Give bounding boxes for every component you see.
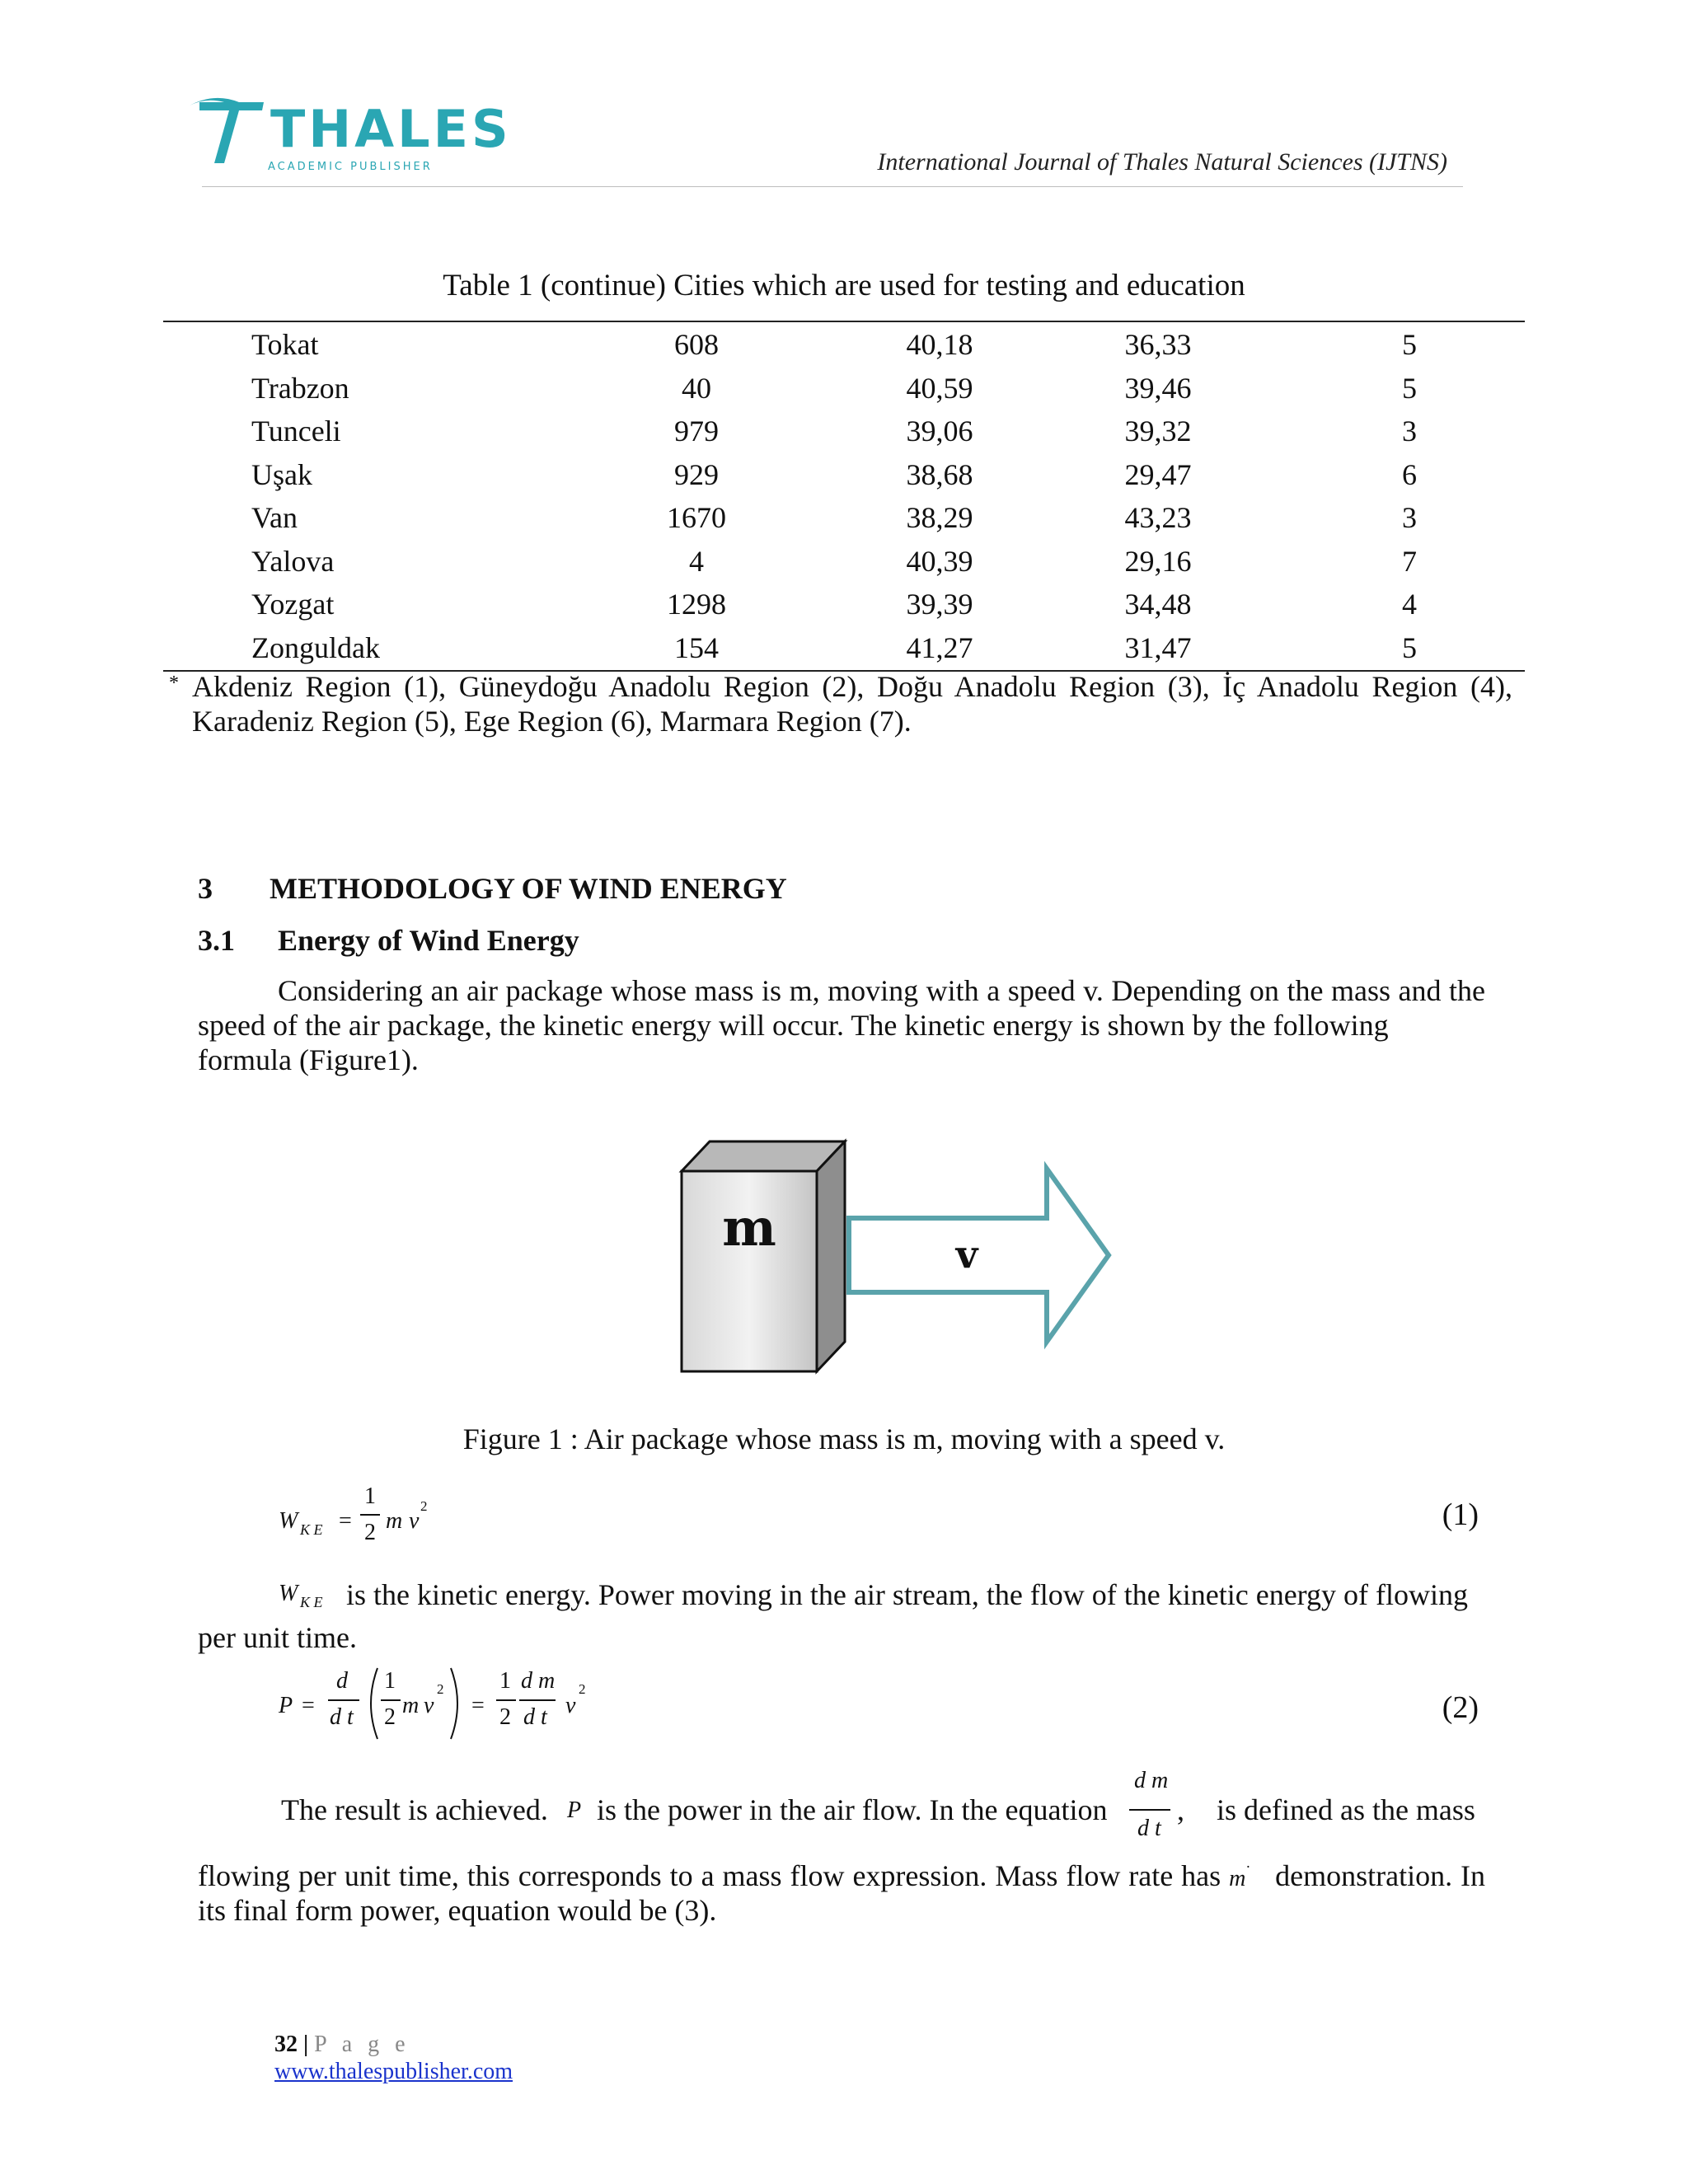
eq-symbol: W <box>279 1508 298 1534</box>
paragraph-text: The result is achieved. <box>281 1793 548 1826</box>
table-cell: 1298 <box>667 588 726 621</box>
table-cell: 4 <box>689 544 704 578</box>
table-cell: 3 <box>1402 415 1417 448</box>
eq-two: 2 <box>499 1704 511 1730</box>
eq-exponent: 2 <box>579 1681 586 1697</box>
eq-equals: = <box>302 1693 315 1718</box>
table-cell: 39,46 <box>1124 371 1192 405</box>
table-row <box>0 367 1688 410</box>
page-number-value: 32 <box>274 2032 298 2057</box>
eq-velocity: v <box>409 1508 420 1534</box>
eq-power: P <box>279 1693 293 1718</box>
table-cell: 41,27 <box>906 630 973 664</box>
table-cell: 38,29 <box>906 501 973 534</box>
paragraph-text: is defined as the mass <box>1217 1793 1475 1826</box>
table-cell: Tokat <box>251 328 319 361</box>
table-cell: Yalova <box>251 544 335 578</box>
eq-one: 1 <box>384 1668 396 1694</box>
page-number <box>274 2032 410 2058</box>
table-cell: 4 <box>1402 588 1417 621</box>
inline-dm: d m <box>1134 1768 1169 1793</box>
mass-flow-symbol <box>1229 1854 1267 1893</box>
table-cell: 29,16 <box>1124 544 1192 578</box>
paragraph-text: is the kinetic energy. Power moving in the air stream, the flow of the kinetic energy of flowing <box>346 1578 1468 1611</box>
table-cell: 39,32 <box>1124 415 1192 448</box>
eq-dm: d m <box>521 1668 556 1694</box>
table-row <box>0 453 1688 497</box>
eq-exponent: 2 <box>437 1681 444 1697</box>
eq-velocity: v <box>565 1693 576 1718</box>
eq-two: 2 <box>384 1704 396 1730</box>
table-cell: 43,23 <box>1124 501 1192 534</box>
table-row <box>0 626 1688 670</box>
eq-equals: = <box>339 1508 352 1534</box>
cities-table <box>0 323 1688 669</box>
eq-mass: m <box>386 1508 403 1534</box>
page-word: P a g e <box>314 2032 410 2057</box>
table-cell: 979 <box>674 415 719 448</box>
section-title: METHODOLOGY OF WIND ENERGY <box>270 872 787 905</box>
subsection-number: 3.1 <box>198 924 235 957</box>
eq-numerator: 1 <box>364 1483 376 1509</box>
table-row <box>0 323 1688 367</box>
equation-2 <box>279 1665 625 1747</box>
box-side <box>817 1141 845 1371</box>
inline-symbol: W <box>279 1581 298 1606</box>
table-cell: Yozgat <box>251 588 335 621</box>
thales-logo <box>181 91 512 181</box>
paragraph-result <box>198 1768 1485 1858</box>
velocity-arrow <box>849 1169 1109 1342</box>
mdot-dot: . <box>1246 1854 1250 1871</box>
table-cell: Tunceli <box>251 415 341 448</box>
table-cell: 29,47 <box>1124 457 1192 491</box>
paragraph-intro-end: formula (Figure1). <box>198 1043 419 1076</box>
table-cell: 154 <box>674 630 719 664</box>
table-cell: 31,47 <box>1124 630 1192 664</box>
paragraph-text: flowing per unit time, this corresponds to a mass flow expression. Mass flow rate has <box>198 1859 1221 1892</box>
fraction-bar <box>519 1699 556 1701</box>
eq-dt: d t <box>330 1704 354 1730</box>
table-cell: 36,33 <box>1124 328 1192 361</box>
table-cell: 608 <box>674 328 719 361</box>
table-cell: 7 <box>1402 544 1417 578</box>
velocity-label: v <box>955 1232 978 1277</box>
table-cell: 40,39 <box>906 544 973 578</box>
page-separator: | <box>303 2032 309 2057</box>
table-cell: 38,68 <box>906 457 973 491</box>
table-cell: 6 <box>1402 457 1417 491</box>
paragraph-result-end: its final form power, equation would be (3). <box>198 1894 717 1927</box>
table-cell: 39,06 <box>906 415 973 448</box>
paragraph-result-line <box>198 1854 1486 1893</box>
table-cell: 5 <box>1402 630 1417 664</box>
table-cell: 34,48 <box>1124 588 1192 621</box>
right-paren <box>448 1666 467 1741</box>
table-cell: 5 <box>1402 328 1417 361</box>
table-cell: 39,39 <box>906 588 973 621</box>
figure-caption: Figure 1 : Air package whose mass is m, moving with a speed v. <box>462 1422 1226 1455</box>
table-cell: 40,18 <box>906 328 973 361</box>
footnote-text: Akdeniz Region (1), Güneydoğu Anadolu Region (2), Doğu Anadolu Region (3), İç Anadolu Region (4), Karadeniz Region (5), Ege Region (6), Marmara Region (7). <box>192 670 1512 738</box>
website-link[interactable]: www.thalespublisher.com <box>274 2059 513 2084</box>
paragraph-text: demonstration. In <box>1275 1859 1486 1892</box>
eq-one: 1 <box>499 1668 511 1694</box>
table-cell: 1670 <box>667 501 726 534</box>
eq-exponent: 2 <box>420 1498 428 1514</box>
fraction-bar <box>1129 1809 1170 1811</box>
table-row <box>0 540 1688 583</box>
paragraph-kinetic-end: per unit time. <box>198 1621 357 1654</box>
fraction-bar <box>381 1699 401 1701</box>
table-row <box>0 583 1688 626</box>
table-footnote <box>169 669 1512 738</box>
table-cell: 40,59 <box>906 371 973 405</box>
header-rule <box>202 186 1463 187</box>
left-paren <box>361 1666 381 1741</box>
inline-subscript: K E <box>300 1594 323 1610</box>
logo-subtext: ACADEMIC PUBLISHER <box>268 161 433 173</box>
table-row <box>0 410 1688 453</box>
journal-title: International Journal of Thales Natural Sciences (IJTNS) <box>877 148 1447 176</box>
eq-denominator: 2 <box>364 1520 376 1545</box>
table-cell: Zonguldak <box>251 630 380 664</box>
table-row <box>0 496 1688 540</box>
eq-mass: m <box>402 1693 420 1718</box>
mdot-letter: m <box>1229 1866 1246 1891</box>
table-cell: 3 <box>1402 501 1417 534</box>
table-cell: 929 <box>674 457 719 491</box>
table-cell: Uşak <box>251 457 312 491</box>
inline-dt: d t <box>1137 1816 1161 1841</box>
eq-dt: d t <box>523 1704 547 1730</box>
table-cell: Trabzon <box>251 371 349 405</box>
eq-velocity: v <box>424 1693 434 1718</box>
eq-d: d <box>336 1668 348 1694</box>
fraction-bar <box>360 1514 380 1516</box>
eq-subscript: K E <box>300 1521 323 1538</box>
eq-equals: = <box>471 1693 485 1718</box>
equation-number: (1) <box>1442 1497 1479 1532</box>
table-cell: Van <box>251 501 298 534</box>
logo-text: THALES <box>270 99 512 159</box>
mass-label: m <box>722 1197 776 1258</box>
paragraph-intro: Considering an air package whose mass is m, moving with a speed v. Depending on the mass and the speed of the air package, the kinetic energy will occur. The kinetic energy is shown by the following <box>198 974 1485 1042</box>
paragraph-text: is the power in the air flow. In the equation <box>597 1793 1108 1826</box>
table-caption: Table 1 (continue) Cities which are used for testing and education <box>443 269 1245 302</box>
table-top-rule <box>163 321 1525 322</box>
figure-mass-velocity <box>680 1140 1117 1375</box>
table-cell: 40 <box>682 371 711 405</box>
equation-1 <box>279 1483 443 1558</box>
fraction-bar <box>496 1699 516 1701</box>
inline-power: P <box>567 1797 582 1823</box>
paragraph-text: , <box>1177 1793 1184 1826</box>
section-number: 3 <box>198 872 213 905</box>
subsection-title: Energy of Wind Energy <box>278 924 579 957</box>
equation-number: (2) <box>1442 1690 1479 1725</box>
footnote-mark: * <box>169 673 179 694</box>
fraction-bar <box>328 1699 359 1701</box>
table-cell: 5 <box>1402 371 1417 405</box>
